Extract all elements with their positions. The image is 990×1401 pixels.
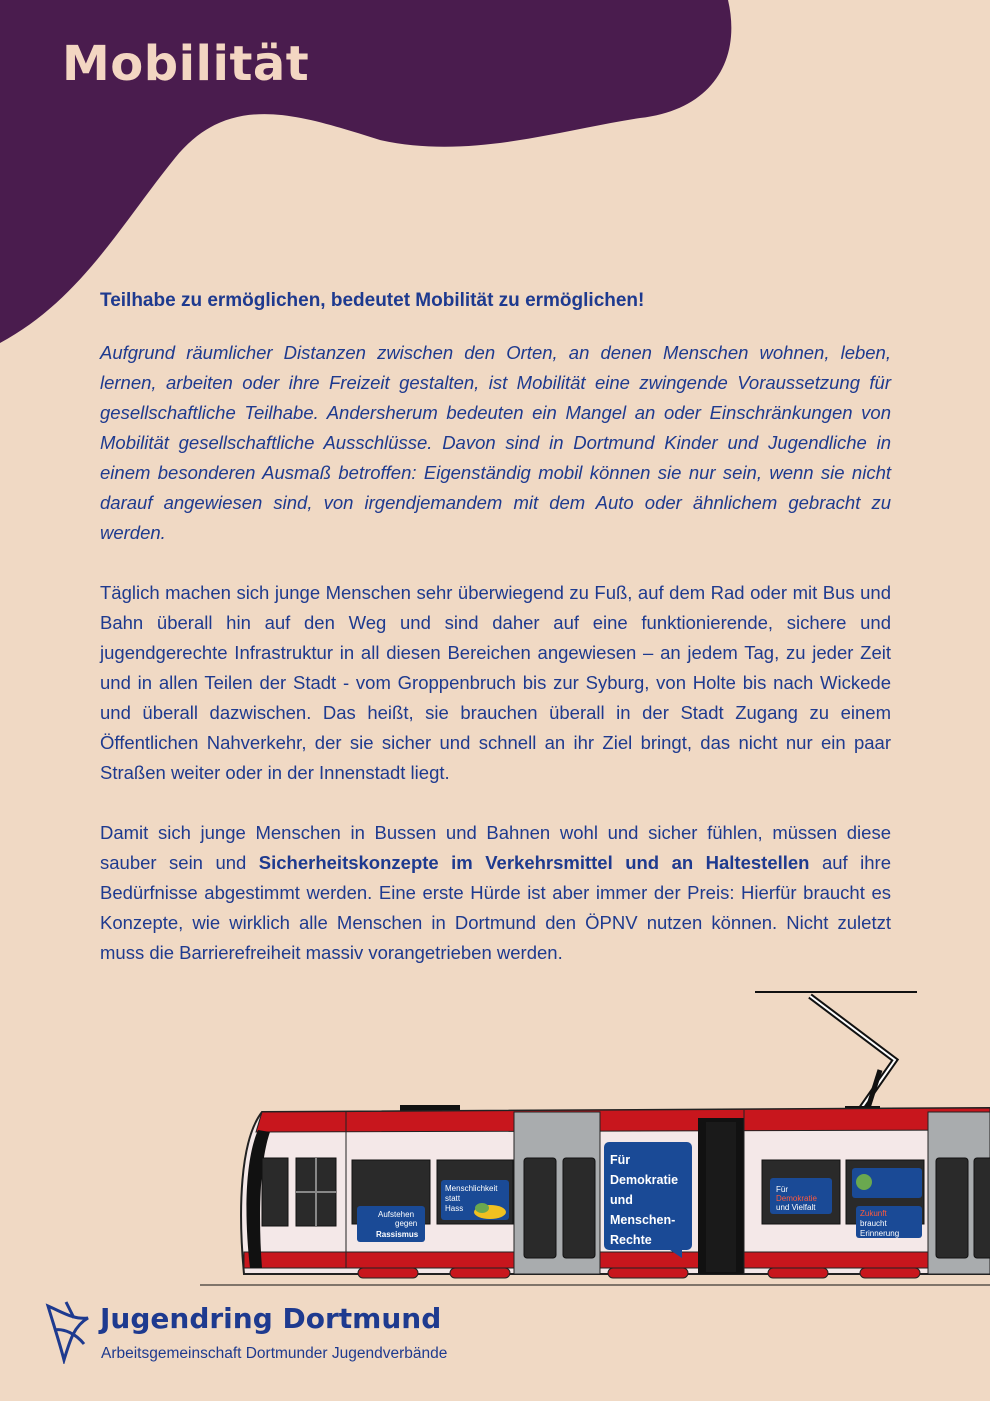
paragraph-3 — [100, 818, 891, 968]
poster-4-line-3: Erinnerung — [860, 1229, 900, 1238]
poster-1-line-3: Rassismus — [376, 1230, 419, 1239]
poster-4-line-2: braucht — [860, 1219, 887, 1228]
poster-main-line-5: Rechte — [610, 1233, 652, 1247]
poster-main-line-3: und — [610, 1193, 633, 1207]
page-title: Mobilität — [62, 36, 310, 92]
paragraph-3-start: Damit sich junge Menschen in Bussen und Bahnen wohl und sicher fühlen, müssen diese sauber sein und — [100, 822, 891, 873]
poster-2-line-2: statt — [445, 1194, 461, 1203]
main-content — [100, 286, 891, 998]
tram-illustration — [0, 985, 990, 1290]
org-name: Jugendring Dortmund — [100, 1302, 442, 1335]
poster-1-line-1: Aufstehen — [378, 1210, 415, 1219]
poster-4-line-1: Zukunft — [860, 1209, 887, 1218]
poster-main-line-2: Demokratie — [610, 1173, 679, 1187]
paragraph-2: Täglich machen sich junge Menschen sehr überwiegend zu Fuß, auf dem Rad oder mit Bus und Bahn überall hin auf den Weg und sind daher auf eine funktionierende, sichere und jugendgerechte Infrastruktur in all diesen Bereichen angewiesen – an jedem Tag, zu jeder Zeit und in allen Teilen der Stadt - vom Groppenbruch bis zur Syburg, von Holte bis nach Wickede und überall dazwischen. Das heißt, sie brauchen überall in der Stadt Zugang zu einem Öffentlichen Nahverkehr, der sie sicher und schnell an ihr Ziel bringt, das nicht nur ein paar Straßen weiter oder in der Innenstadt liegt. — [100, 582, 891, 783]
poster-2-line-1: Menschlichkeit — [445, 1184, 498, 1193]
paragraph-3-end: auf ihre Bedürfnisse abgestimmt werden. Eine erste Hürde ist aber immer der Preis: Hierfür braucht es Konzepte, wie wirklich alle Menschen in Dortmund den ÖPNV nutzen können. Nicht zuletzt muss die Barrierefreiheit massiv vorangetrieben werden. — [100, 852, 891, 963]
poster-3-line-3: und Vielfalt — [776, 1203, 816, 1212]
poster-2-line-3: Hass — [445, 1204, 464, 1213]
org-subtitle: Arbeitsgemeinschaft Dortmunder Jugendverbände — [101, 1345, 448, 1362]
poster-main-line-1: Für — [610, 1153, 631, 1167]
jugendring-logo-icon — [44, 1300, 94, 1364]
paragraph-3-emphasis: Sicherheitskonzepte im Verkehrsmittel und an Haltestellen — [258, 852, 810, 873]
poster-main-line-4: Menschen- — [610, 1213, 676, 1227]
poster-1-line-2: gegen — [395, 1219, 418, 1228]
intro-paragraph: Aufgrund räumlicher Distanzen zwischen den Orten, an denen Menschen wohnen, leben, lernen, arbeiten oder ihre Freizeit gestalten, ist Mobilität eine zwingende Voraussetzung für gesellschaftliche Teilhabe. Andersherum bedeuten ein Mangel an oder Einschränkungen von Mobilität gesellschaftliche Ausschlüsse. Davon sind in Dortmund Kinder und Jugendliche in einem besonderen Ausmaß betroffen: Eigenständig mobil können sie nur sein, wenn sie nicht darauf angewiesen sind, von irgendjemandem mit dem Auto oder ähnlichem gebracht zu werden. — [100, 342, 891, 543]
headline: Teilhabe zu ermöglichen, bedeutet Mobilität zu ermöglichen! — [100, 290, 645, 311]
poster-3-line-1: Für — [776, 1185, 788, 1194]
poster-3-line-2: Demokratie — [776, 1194, 817, 1203]
